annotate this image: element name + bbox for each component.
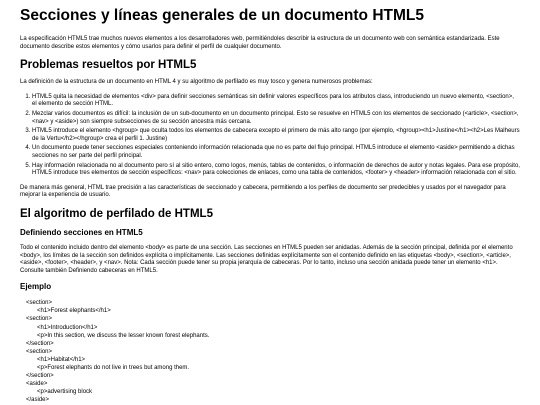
- code-line: <h1>Introduction</h1>: [37, 324, 98, 331]
- code-line: </section>: [26, 340, 54, 347]
- code-line: <section>: [26, 348, 53, 355]
- code-line: <p>advertising block: [37, 389, 93, 396]
- list-item: 1. HTML5 quita la necesidad de elementos <div> para definir secciones semánticas sin definir valores específicos para los atributos class, introduciendo un nuevo elemento, <section>, el elemento de sección HTML.: [32, 94, 520, 109]
- problems-lead: La definición de la estructura de un documento en HTML 4 y su algoritmo de perfilado es muy tosco y genera numerosos problemas:: [20, 79, 373, 86]
- list-item: 4. Un documento puede tener secciones especiales conteniendo información relacionada que no es parte del flujo principal. HTML5 introduce el elemento <aside> permitiendo a dichas secciones no ser parte del perfil principal.: [32, 145, 520, 160]
- code-line: <p>In this section, we discuss the lesser known forest elephants.: [37, 332, 210, 339]
- list-item: 5. Hay información relacionada no al documento pero sí al sitio entero, como logos, menús, tablas de contenidos, o información de derechos de autor y notas legales. Para ese propósito, HTML5 introduce tres elementos de sección específicos: <nav> para colecciones de enlaces, como una tabla de contenidos, <footer> y <header> información relacionada con el sitio.: [32, 163, 520, 178]
- code-line: <p>Forest elephants do not live in trees but among them.: [37, 365, 190, 372]
- code-line: <h1>Forest elephants</h1>: [37, 308, 111, 315]
- intro-paragraph: La especificación HTML5 trae muchos nuevos elementos a los desarrolladores web, permitiéndoles describir la estructura de un documento web con semántica estandarizada. Este documento describe estos elementos y cómo usarlos para definir el perfil de cualquier documento.: [20, 36, 500, 50]
- subsection-heading-defining: Definiendo secciones en HTML5: [20, 227, 143, 237]
- problems-list: [20, 94, 520, 178]
- code-example: [20, 299, 520, 404]
- page-title: Secciones y líneas generales de un documento HTML5: [20, 7, 424, 24]
- code-line: </section>: [26, 373, 54, 380]
- code-line: <h1>Habitat</h1>: [37, 356, 86, 363]
- defining-paragraph: Todo el contenido incluido dentro del elemento <body> es parte de una sección. Las secciones en HTML5 pueden ser anidadas. Además de la sección principal, definida por el elemento <body>, los límites de la sección son definidos explícita o implícitamente. Las secciones definidas explícitamente son el contenido definido en las etiquetas <body>, <section>, <article>, <aside>, <footer>, <header>, y <nav>. Nota: Cada sección puede tener su propia jerarquía de cabeceras. Por lo tanto, incluso una sección anidada puede tener un elemento <h1>. Consulte también Definiendo cabeceras en HTML5.: [20, 244, 513, 274]
- code-line: </aside>: [26, 397, 50, 404]
- code-line: <section>: [26, 300, 53, 307]
- list-item: 3. HTML5 introduce el elemento <hgroup> que oculta todos los elementos de cabecera excepto el primero de más alto rango (por ejemplo, <hgroup><h1>Justine</h1><h2>Les Malheurs de la Vertu</h2></hgroup> crea el perfil 1. Justine): [32, 128, 520, 143]
- code-line: <section>: [26, 316, 53, 323]
- section-heading-problems: Problemas resueltos por HTML5: [20, 59, 197, 72]
- code-line: <aside>: [26, 381, 48, 388]
- list-item: 2. Mezclar varios documentos es difícil: la inclusión de un sub-documento en un documento principal. Esto se resuelve en HTML5 con los elementos de seccionado (<article>, <section>, <nav> y <aside>) son siempre subsecciones de su sección ancestra más cercana.: [32, 111, 520, 126]
- example-heading: Ejemplo: [20, 282, 52, 292]
- problems-closing: De manera más general, HTML trae precisión a las características de seccionado y cabecera, permitiendo a los perfiles de documento ser predecibles y usados por el navegador para mejorar la experiencia de usuario.: [20, 184, 506, 199]
- section-heading-algorithm: El algoritmo de perfilado de HTML5: [20, 207, 213, 220]
